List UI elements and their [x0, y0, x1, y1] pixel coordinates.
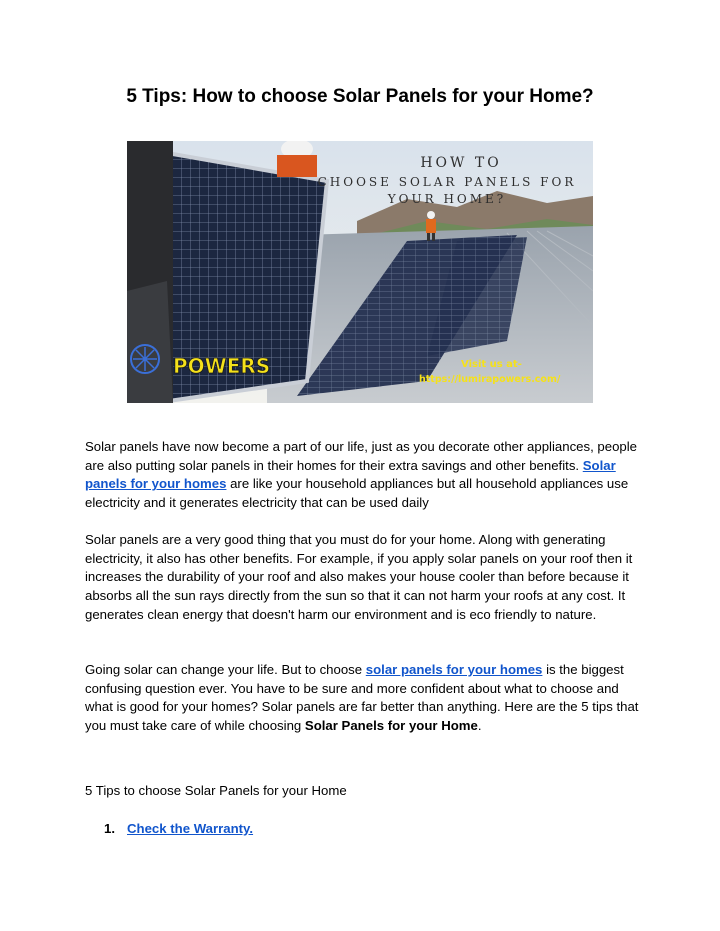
- paragraph-choosing-text-c: .: [477, 718, 482, 734]
- check-warranty-link[interactable]: Check the Warranty.: [127, 821, 254, 836]
- solar-panels-link-2[interactable]: solar panels for your homes: [365, 662, 543, 677]
- hero-heading-line3: YOUR HOME?: [387, 192, 507, 206]
- paragraph-intro: [85, 438, 640, 513]
- hero-image: [127, 141, 593, 403]
- list-item-number: 1.: [104, 821, 115, 836]
- paragraph-intro-text-a: Solar panels have now become a part of our life, just as you decorate other appliances, people are also putting solar panels in their homes for their extra savings and other benefits.: [85, 439, 638, 473]
- paragraph-benefits: Solar panels are a very good thing that you must do for your home. Along with generating electricity, it also has other benefits. For example, if you apply solar panels on your roof then it increases the durability of your roof and also makes your house cooler than before because it absorbs all the sun rays directly from the sun so that it can not harm your roofs at any cost. It generates clean energy that doesn't harm our environment and is eco friendly to nature.: [85, 532, 633, 622]
- tips-list: [104, 821, 253, 836]
- hero-heading-line1: HOW TO: [420, 155, 502, 171]
- paragraph-choosing-bold: Solar Panels for your Home: [304, 718, 478, 734]
- list-item: [104, 821, 253, 836]
- hero-visit-line2: https://lumirapowers.com/: [419, 374, 561, 385]
- hero-visit-line1: Visit us at-: [461, 359, 522, 370]
- solar-panels-link-1[interactable]: Solar panels for your homes: [85, 457, 616, 492]
- hero-heading-line2: CHOOSE SOLAR PANELS FOR: [317, 175, 577, 189]
- paragraph-intro-text-b: are like your household appliances but all household appliances use electricity and it generates electricity that can be used daily: [85, 476, 629, 511]
- paragraph-choosing-text-a: Going solar can change your life. But to choose: [85, 662, 366, 677]
- logo-text: POWERS: [173, 354, 271, 378]
- page-title: 5 Tips: How to choose Solar Panels for your Home?: [126, 86, 594, 107]
- paragraph-choosing: [85, 661, 640, 736]
- paragraph-choosing-text-b: is the biggest confusing question ever. You have to be sure and more confident about what to choose and what is good for your homes? Solar panels are far better than anything. Here are the 5 tips that you must take care of while choosing: [85, 662, 639, 734]
- tips-subheading: 5 Tips to choose Solar Panels for your Home: [85, 783, 347, 798]
